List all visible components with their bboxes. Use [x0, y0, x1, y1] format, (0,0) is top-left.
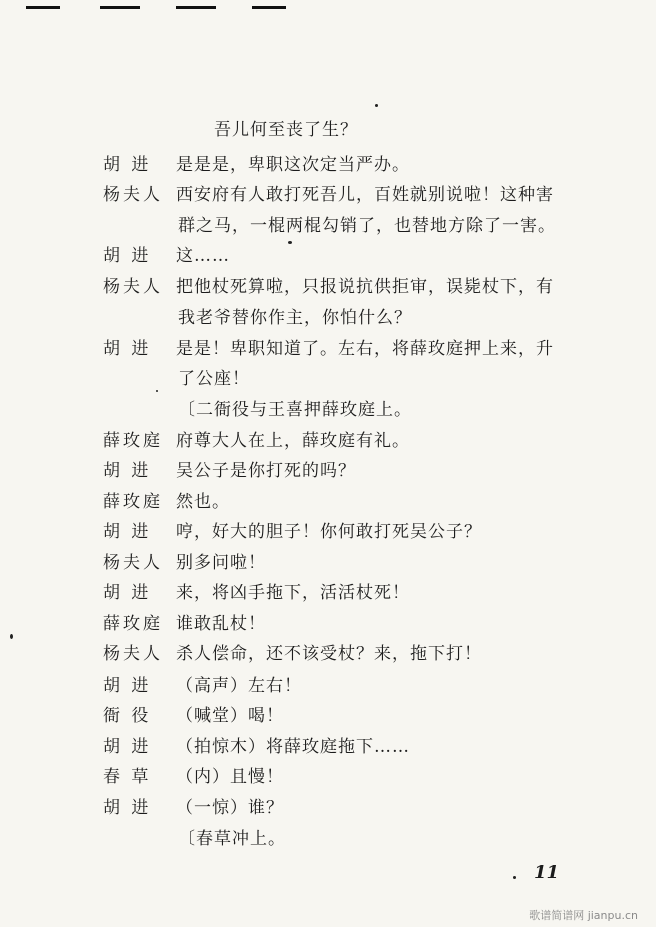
speaker-name: 胡 进 — [103, 461, 152, 481]
speaker-name: 胡 进 — [103, 676, 152, 696]
dialogue-line: 然也。 — [176, 492, 230, 512]
dialogue-line: 把他杖死算啦，只报说抗供拒审，误毙杖下，有 — [176, 277, 554, 297]
speaker-name: 杨夫人 — [103, 553, 163, 573]
speaker-name: 胡 进 — [103, 583, 152, 603]
dialogue-line: 杀人偿命，还不该受杖？来，拖下打！ — [176, 644, 482, 664]
dialogue-line: （内）且慢！ — [176, 767, 284, 787]
opening-line: 吾儿何至丧了生？ — [214, 120, 358, 140]
dialogue-line-continuation: 了公座！ — [178, 369, 250, 389]
scan-speck — [288, 241, 292, 244]
stage-direction: 〔春草冲上。 — [178, 829, 286, 849]
dialogue-line: 别多问啦！ — [176, 553, 266, 573]
speaker-name: 薛玫庭 — [103, 492, 163, 512]
dialogue-line: （一惊）谁？ — [176, 798, 284, 818]
speaker-name: 杨夫人 — [103, 644, 163, 664]
speaker-name: 胡 进 — [103, 798, 152, 818]
dialogue-line: 哼，好大的胆子！你何敢打死吴公子？ — [176, 522, 482, 542]
dialogue-line: 来，将凶手拖下，活活杖死！ — [176, 583, 410, 603]
scan-speck — [513, 876, 516, 879]
dialogue-line: 这…… — [176, 246, 230, 266]
scan-speck — [375, 104, 378, 107]
dialogue-line-continuation: 群之马，一棍两棍勾销了，也替地方除了一害。 — [178, 216, 556, 236]
dialogue-line: 是是是，卑职这次定当严办。 — [176, 155, 410, 175]
scan-speck — [10, 634, 13, 639]
speaker-name: 薛玫庭 — [103, 614, 163, 634]
speaker-name: 胡 进 — [103, 155, 152, 175]
scan-speck — [156, 390, 158, 392]
dialogue-line: 西安府有人敢打死吾儿，百姓就别说啦！这种害 — [176, 185, 554, 205]
speaker-name: 胡 进 — [103, 522, 152, 542]
speaker-name: 杨夫人 — [103, 185, 163, 205]
dialogue-line: （喊堂）喝！ — [176, 706, 284, 726]
top-border-rules — [0, 0, 656, 14]
dialogue-line: 府尊大人在上，薛玫庭有礼。 — [176, 431, 410, 451]
dialogue-line-continuation: 我老爷替你作主，你怕什么？ — [178, 308, 412, 328]
dialogue-line: （拍惊木）将薛玫庭拖下…… — [176, 737, 410, 757]
dialogue-line: （高声）左右！ — [176, 676, 302, 696]
speaker-name: 薛玫庭 — [103, 431, 163, 451]
page-number: 11 — [534, 862, 560, 883]
speaker-name: 杨夫人 — [103, 277, 163, 297]
stage-direction: 〔二衙役与王喜押薛玫庭上。 — [178, 400, 412, 420]
speaker-name: 胡 进 — [103, 737, 152, 757]
speaker-name: 衙 役 — [103, 706, 152, 726]
dialogue-line: 是是！卑职知道了。左右，将薛玫庭押上来，升 — [176, 339, 554, 359]
dialogue-line: 谁敢乱杖！ — [176, 614, 266, 634]
speaker-name: 胡 进 — [103, 246, 152, 266]
speaker-name: 胡 进 — [103, 339, 152, 359]
watermark: 歌谱简谱网 jianpu.cn — [529, 909, 638, 922]
speaker-name: 春 草 — [103, 767, 152, 787]
dialogue-line: 吴公子是你打死的吗？ — [176, 461, 356, 481]
